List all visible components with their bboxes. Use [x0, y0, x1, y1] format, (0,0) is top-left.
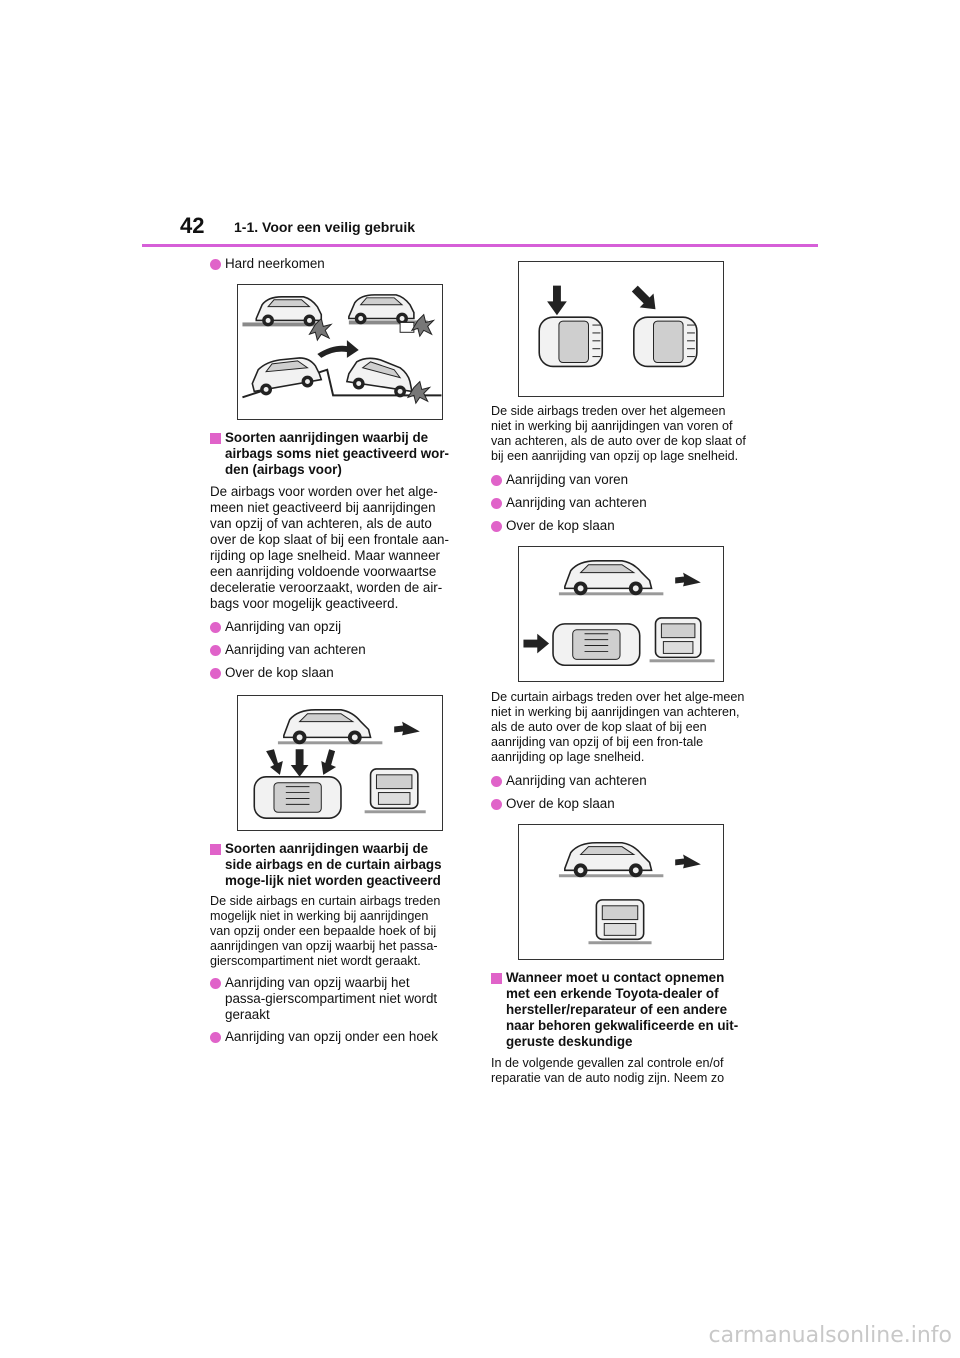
bullet-front-3: Over de kop slaan: [210, 665, 450, 681]
figure-curtain-airbag-cases: [518, 824, 724, 960]
heading-side-curtain-airbags: Soorten aanrijdingen waarbij de side airbags en de curtain airbags moge-lijk niet worden geactiveerd: [210, 841, 450, 889]
bullet-hard-landing: Hard neerkomen: [210, 256, 450, 272]
bullet-side-2: Aanrijding van opzij onder een hoek: [210, 1029, 450, 1045]
side-impact-cases-illustration: [519, 262, 723, 396]
left-column: [210, 256, 450, 1045]
bullet-curtain-2: Over de kop slaan: [491, 796, 749, 812]
figure-side-impact-cases: [518, 261, 724, 397]
bullet-front-1: Aanrijding van opzij: [210, 619, 450, 635]
bullet-front-2: Aanrijding van achteren: [210, 642, 450, 658]
paragraph-curtain-general: De curtain airbags treden over het alge-meen niet in werking bij aanrijdingen van achteren, als de auto over de kop slaat of bij een aanrijding van opzij of bij een fron-tale aanrijding op lage snelheid.: [491, 690, 745, 764]
front-airbag-cases-illustration: [238, 696, 442, 830]
bullet-side-general-3: Over de kop slaan: [491, 518, 749, 534]
heading-front-airbags: Soorten aanrijdingen waarbij de airbags soms niet geactiveerd wor-den (airbags voor): [210, 430, 450, 478]
paragraph-side-curtain-airbags: De side airbags en curtain airbags treden mogelijk niet in werking bij aanrijdingen van opzij onder een bepaalde hoek of bij aanrijdingen van opzij waarbij het passa-gierscompartiment niet wordt geraakt.: [210, 894, 441, 968]
curtain-airbag-cases-illustration: [519, 825, 723, 959]
figure-hard-landing: [237, 284, 443, 420]
bullet-side-general-1: Aanrijding van voren: [491, 472, 749, 488]
figure-side-airbag-cases: [518, 546, 724, 682]
paragraph-side-general: De side airbags treden over het algemeen niet in werking bij aanrijdingen van voren of van achteren, als de auto over de kop slaat of bij een aanrijding van opzij op lage snelheid.: [491, 404, 746, 463]
header-rule: [142, 244, 818, 247]
figure-front-airbag-cases: [237, 695, 443, 831]
bullet-curtain-1: Aanrijding van achteren: [491, 773, 749, 789]
bullet-side-general-2: Aanrijding van achteren: [491, 495, 749, 511]
page-number: 42: [180, 213, 205, 238]
side-airbag-cases-illustration: [519, 547, 723, 681]
heading-contact-dealer: Wanneer moet u contact opnemen met een erkende Toyota-dealer of hersteller/reparateur of een andere naar behoren gekwalificeerde en uit-geruste deskundige: [491, 970, 749, 1050]
bullet-side-1: Aanrijding van opzij waarbij het passa-gierscompartiment niet wordt geraakt: [210, 975, 450, 1023]
paragraph-front-airbags: De airbags voor worden over het alge-meen niet geactiveerd bij aanrijdingen van opzij of van achteren, als de auto over de kop slaat of bij een frontale aan-rijding op lage snelheid. Maar wanneer een aanrijding voldoende voorwaartse deceleratie veroorzaakt, worden de air-bags voor mogelijk geactiveerd.: [210, 484, 449, 611]
watermark: carmanualsonline.info: [708, 1323, 952, 1348]
right-column: [491, 256, 749, 1086]
hard-landing-illustration: [238, 285, 442, 419]
section-title: 1-1. Voor een veilig gebruik: [234, 219, 416, 235]
paragraph-contact-dealer: In de volgende gevallen zal controle en/of reparatie van de auto nodig zijn. Neem zo: [491, 1056, 725, 1085]
